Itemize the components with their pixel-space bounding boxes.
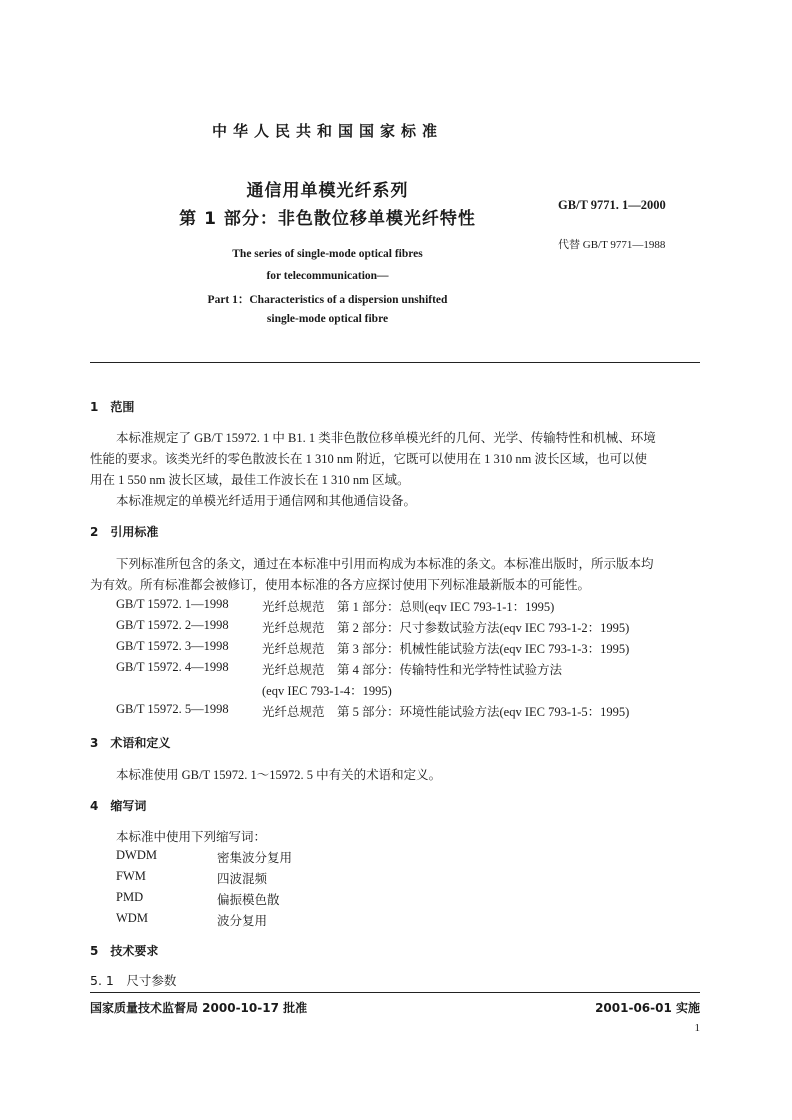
section-5-heading: 5 技术要求: [90, 944, 159, 958]
references-intro-line-2: 为有效。所有标准都会被修订，使用本标准的各方应探讨使用下列标准最新版本的可能性。: [90, 578, 591, 592]
scope-line-3: 用在 1 550 nm 波长区域，最佳工作波长在 1 310 nm 区域。: [90, 473, 410, 487]
standard-number: GB/T 9771. 1—2000: [558, 198, 666, 212]
abbreviations-intro: 本标准中使用下列缩写词：: [116, 830, 267, 844]
reference-title: 光纤总规范 第 5 部分：环境性能试验方法(eqv IEC 793-1-5：1995): [262, 705, 630, 719]
references-intro-line-1: 下列标准所包含的条文，通过在本标准中引用而构成为本标准的条文。本标准出版时，所示版本均: [116, 557, 654, 571]
subsection-5-1-heading: 5. 1 尺寸参数: [90, 973, 177, 988]
reference-code: GB/T 15972. 4—1998: [116, 660, 229, 674]
english-title-line-4: single-mode optical fibre: [266, 313, 389, 325]
scope-line-2: 性能的要求。该类光纤的零色散波长在 1 310 nm 附近，它既可以使用在 1 310 nm 波长区域，也可以使: [90, 452, 647, 466]
reference-code: GB/T 15972. 5—1998: [116, 702, 229, 716]
abbreviation-term: PMD: [116, 890, 144, 904]
reference-title-continuation: (eqv IEC 793-1-4：1995): [262, 684, 392, 698]
abbreviation-term: WDM: [116, 911, 148, 925]
abbreviation-meaning: 四波混频: [217, 872, 268, 886]
reference-title: 光纤总规范 第 1 部分：总则(eqv IEC 793-1-1：1995): [262, 600, 555, 614]
chinese-title-line-1: 通信用单模光纤系列: [246, 181, 409, 201]
reference-title: 光纤总规范 第 2 部分：尺寸参数试验方法(eqv IEC 793-1-2：1995): [262, 621, 630, 635]
abbreviation-meaning: 偏振模色散: [217, 893, 280, 907]
header-divider: [90, 362, 700, 363]
abbreviation-meaning: 波分复用: [217, 914, 268, 928]
section-3-heading: 3 术语和定义: [90, 736, 171, 750]
abbreviation-meaning: 密集波分复用: [217, 851, 293, 865]
approval-note: 国家质量技术监督局 2000-10-17 批准: [90, 1001, 308, 1015]
replaces-standard: 代替 GB/T 9771—1988: [558, 239, 666, 251]
abbreviation-term: DWDM: [116, 848, 157, 862]
english-title-line-3: Part 1：Characteristics of a dispersion unshifted: [207, 294, 448, 306]
standard-name: 中华人民共和国国家标准: [211, 122, 443, 140]
reference-code: GB/T 15972. 3—1998: [116, 639, 229, 653]
section-4-heading: 4 缩写词: [90, 799, 147, 813]
implementation-date: 2001-06-01 实施: [595, 1001, 700, 1015]
scope-line-4: 本标准规定的单模光纤适用于通信网和其他通信设备。: [116, 494, 417, 508]
reference-code: GB/T 15972. 1—1998: [116, 597, 229, 611]
scope-line-1: 本标准规定了 GB/T 15972. 1 中 B1. 1 类非色散位移单模光纤的几何、光学、传输特性和机械、环境: [116, 431, 656, 445]
page-number: 1: [694, 1022, 700, 1034]
reference-title: 光纤总规范 第 4 部分：传输特性和光学特性试验方法: [262, 663, 563, 677]
section-2-heading: 2 引用标准: [90, 525, 159, 539]
reference-title: 光纤总规范 第 3 部分：机械性能试验方法(eqv IEC 793-1-3：1995): [262, 642, 630, 656]
abbreviation-term: FWM: [116, 869, 146, 883]
english-title-line-1: The series of single-mode optical fibres: [232, 248, 423, 260]
section-1-heading: 1 范围: [90, 400, 135, 414]
footer-divider: [90, 992, 700, 993]
terms-line: 本标准使用 GB/T 15972. 1～15972. 5 中有关的术语和定义。: [116, 768, 442, 782]
reference-code: GB/T 15972. 2—1998: [116, 618, 229, 632]
english-title-line-2: for telecommunication—: [266, 270, 389, 282]
chinese-title-line-2: 第 1 部分：非色散位移单模光纤特性: [179, 209, 476, 229]
